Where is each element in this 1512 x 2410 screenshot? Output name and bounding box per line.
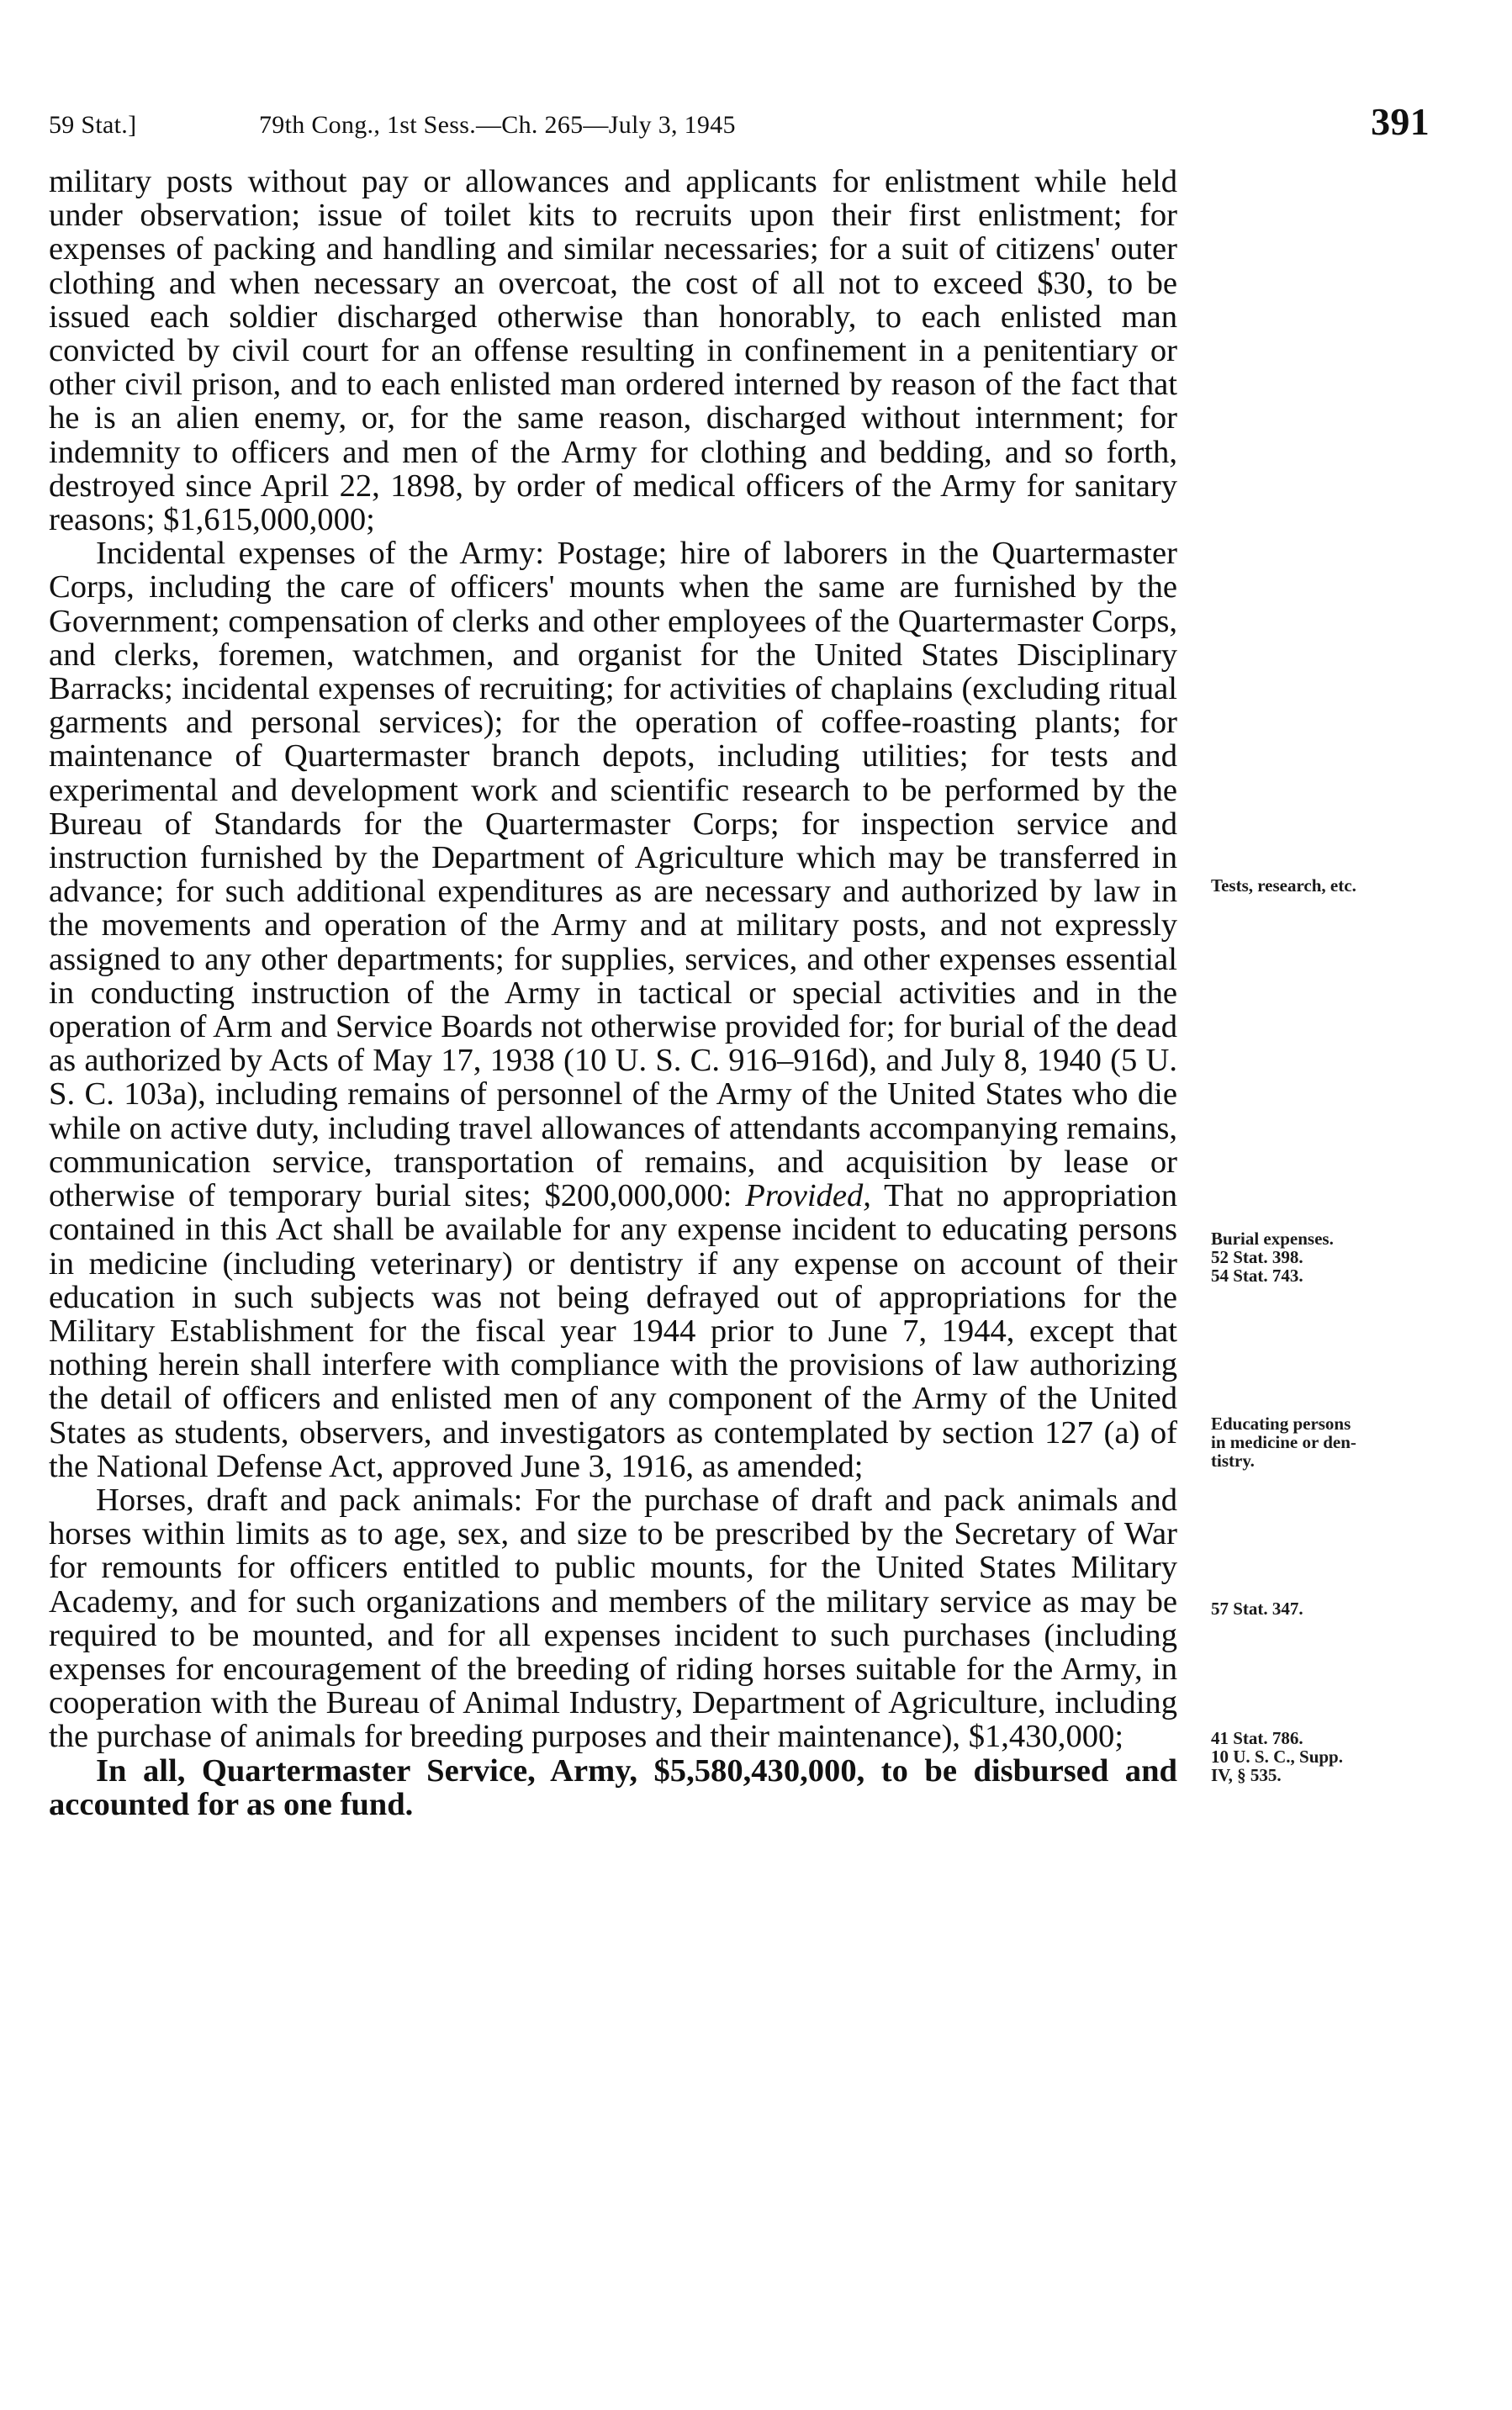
page-number: 391 [1371,100,1430,143]
margin-note-line: 57 Stat. 347. [1211,1599,1303,1619]
margin-note-line: 52 Stat. 398. [1211,1247,1303,1267]
margin-note-line: 10 U. S. C., Supp. [1211,1747,1343,1767]
margin-note-line: tistry. [1211,1451,1255,1471]
session-chapter-date: 79th Cong., 1st Sess.—Ch. 265—July 3, 1945 [259,111,736,139]
margin-note-57-stat [1211,1599,1463,1618]
proviso-word: Provided, [745,1178,871,1214]
margin-note-burial [1211,1229,1463,1285]
margin-note-tests [1211,876,1463,895]
margin-note-line: Educating persons [1211,1414,1351,1434]
paragraph-total: In all, Quartermaster Service, Army, $5,580,430,000, to be disbursed and accounted for as one fund. [49,1752,1177,1822]
main-text-column [49,165,1177,1821]
margin-note-line: 54 Stat. 743. [1211,1266,1303,1286]
margin-note-line: in medicine or den- [1211,1432,1356,1452]
paragraph-military-posts: military posts without pay or allowances and applicants for enlistment while held under observation; issue of toilet kits to recruits upon their first enlistment; for expenses of packing and handling and similar necessaries; for a suit of citizens' outer clothing and when necessary an overcoat, the cost of all not to exceed $30, to be issued each soldier discharged otherwise than honorably, to each enlisted man convicted by civil court for an offense resulting in confinement in a penitentiary or other civil prison, and to each enlisted man ordered interned by reason of the fact that he is an alien enemy, or, for the same reason, discharged without internment; for indemnity to officers and men of the Army for clothing and bedding, and so forth, destroyed since April 22, 1898, by order of medical officers of the Army for sanitary reasons; $1,615,000,000; [49,164,1177,538]
running-header [49,99,1430,150]
statute-volume: 59 Stat.] [49,111,137,139]
paragraph-horses: Horses, draft and pack animals: For the purchase of draft and pack animals and horses within limits as to age, sex, and size to be prescribed by the Secretary of War for remounts for officers entitled to public mounts, for the United States Military Academy, and for such organizations and members of the military service as may be required to be mounted, and for all expenses incident to such purchases (including expenses for encouragement of the breeding of riding horses suitable for the Army, in cooperation with the Bureau of Animal Industry, Department of Agriculture, including the purchase of animals for breeding purposes and their maintenance), $1,430,000; [49,1482,1177,1755]
paragraph-incidental-expenses [49,536,1177,1483]
proviso-text: That no appropriation contained in this Act shall be available for any expense incident to educating persons in medicine (including veterinary) or dentistry if any expense on account of their education in such subjects was not being defrayed out of appropriations for the Military Establishment for the fiscal year 1944 prior to June 7, 1944, except that nothing herein shall interfere with compliance with the provisions of law authorizing the detail of officers and enlisted men of any component of the Army of the United States as students, observers, and investigators as contemplated by section 127 (a) of the National Defense Act, approved June 3, 1916, as amended; [49,1178,1178,1484]
incidental-expenses-text: Incidental expenses of the Army: Postage; hire of laborers in the Quartermaster Corps, including the care of officers' mounts when the same are furnished by the Government; compensation of clerks and other employees of the Quartermaster Corps, and clerks, foremen, watchmen, and organist for the United States Disciplinary Barracks; incidental expenses of recruiting; for activities of chaplains (excluding ritual garments and personal services); for the operation of coffee-roasting plants; for maintenance of Quartermaster branch depots, including utilities; for tests and experimental and development work and scientific research to be performed by the Bureau of Standards for the Quartermaster Corps; for inspection service and instruction furnished by the Department of Agriculture which may be transferred in advance; for such additional expenditures as are necessary and authorized by law in the movements and operation of the Army and at military posts, and not expressly assigned to any other departments; for supplies, services, and other expenses essential in conducting instruction of the Army in tactical or special activities and in the operation of Arm and Service Boards not otherwise provided for; for burial of the dead as authorized by Acts of May 17, 1938 (10 U. S. C. 916–916d), and July 8, 1940 (5 U. S. C. 103a), including remains of personnel of the Army of the United States who die while on active duty, including travel allowances of attendants accompanying remains, communication service, transportation of remains, and acquisition by lease or otherwise of temporary burial sites; $200,000,000: [49,536,1177,1214]
margin-note-line: Tests, research, etc. [1211,875,1356,896]
margin-note-line: IV, § 535. [1211,1765,1282,1785]
margin-note-41-stat [1211,1729,1463,1784]
margin-note-line: 41 Stat. 786. [1211,1728,1303,1748]
margin-note-line: Burial expenses. [1211,1229,1334,1249]
margin-note-educating [1211,1414,1463,1470]
